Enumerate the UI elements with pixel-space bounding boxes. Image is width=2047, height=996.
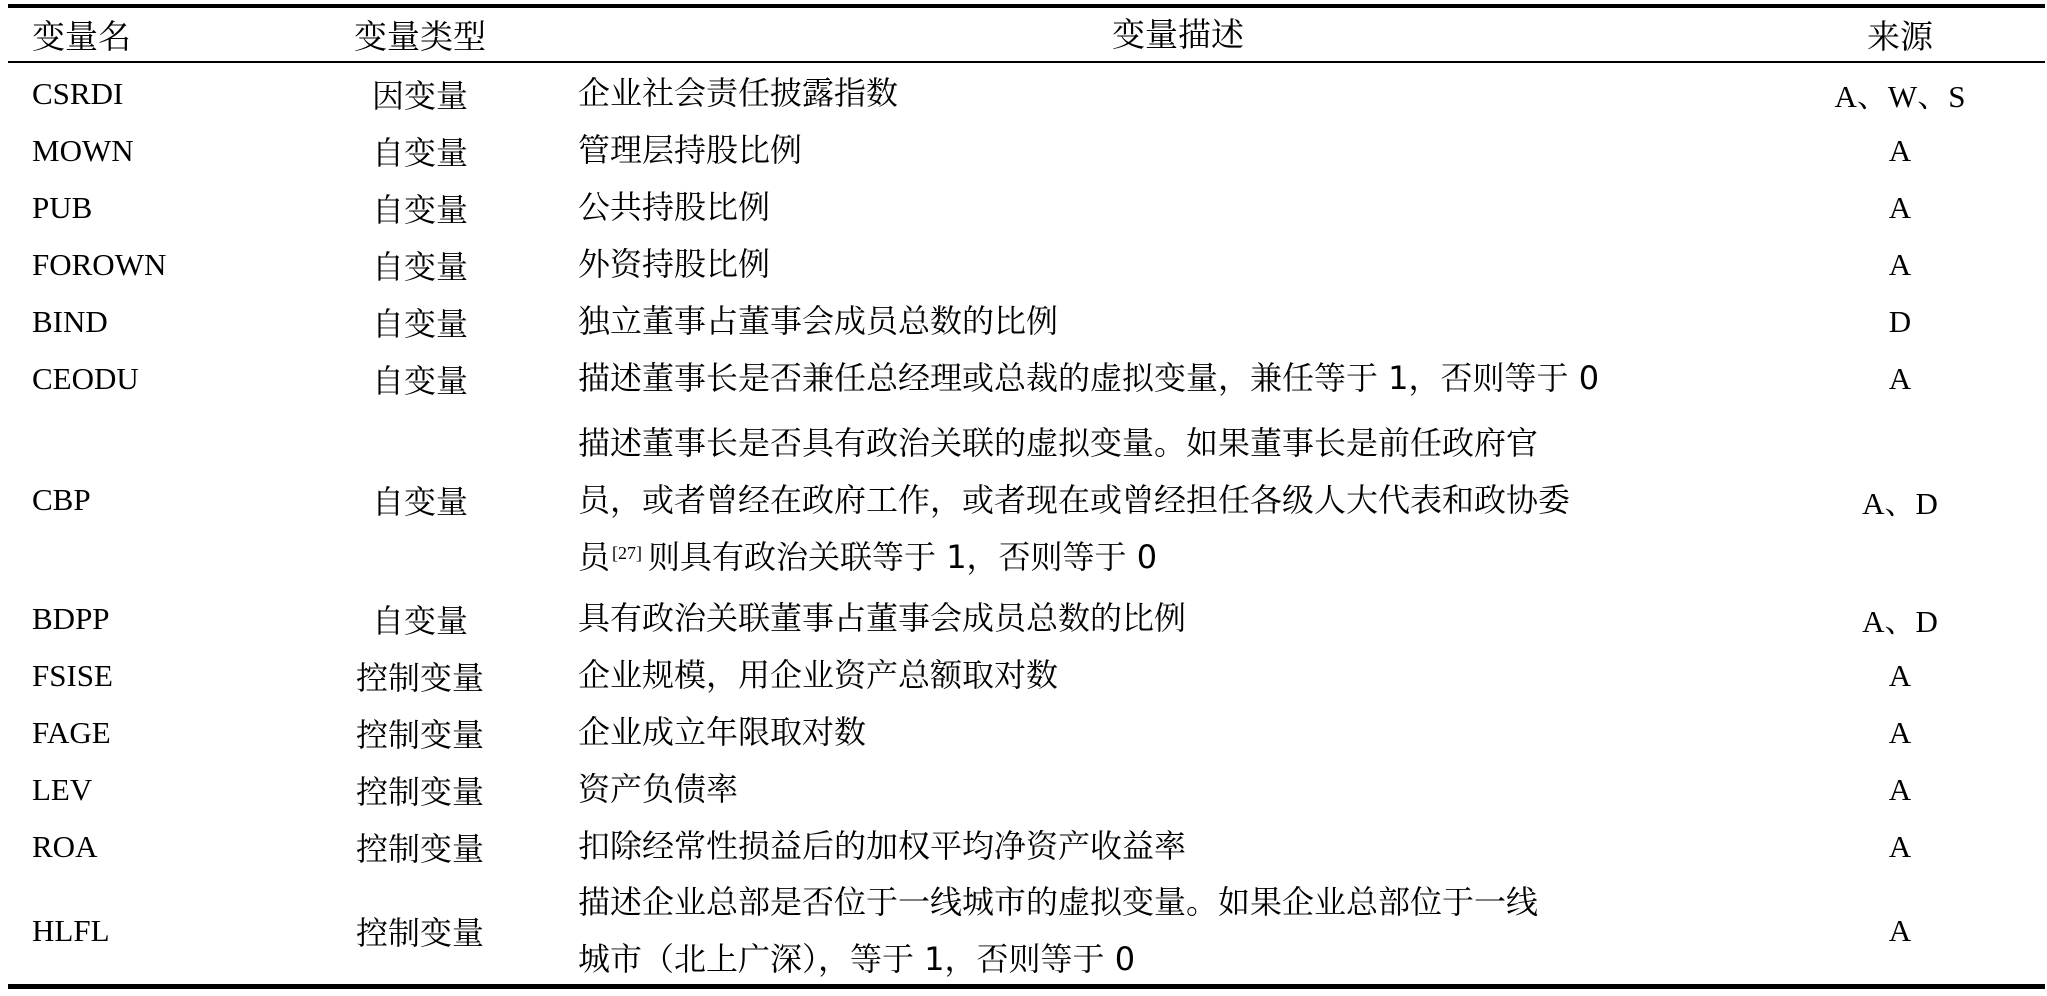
row-desc-line: 城市（北上广深），等于 1，否则等于 0 xyxy=(578,940,1136,978)
header-name: 变量名 xyxy=(32,17,131,56)
table-row xyxy=(0,818,2047,875)
row-source: A、D xyxy=(1862,604,1938,639)
row-source: A xyxy=(1888,771,1912,807)
table-row xyxy=(0,179,2047,236)
row-source: A xyxy=(1888,132,1912,168)
row-type: 自变量 xyxy=(371,361,468,400)
row-desc-line: 描述董事长是否具有政治关联的虚拟变量。如果董事长是前任政府官 xyxy=(578,423,1539,462)
row-name: LEV xyxy=(32,771,93,807)
row-type: 自变量 xyxy=(371,483,468,521)
row-desc-line: 员 xyxy=(578,537,611,576)
row-desc xyxy=(578,876,1778,986)
row-source: A xyxy=(1888,360,1912,396)
row-name: HLFL xyxy=(32,913,110,948)
row-desc: 管理层持股比例 xyxy=(578,131,803,169)
row-type: 因变量 xyxy=(371,76,468,115)
row-desc-line: 描述企业总部是否位于一线城市的虚拟变量。如果企业总部位于一线 xyxy=(578,883,1539,921)
row-desc: 外资持股比例 xyxy=(578,245,771,283)
table-row xyxy=(0,236,2047,293)
table-row xyxy=(0,761,2047,818)
row-type: 自变量 xyxy=(371,190,468,229)
row-name: PUB xyxy=(32,189,93,225)
row-source: D xyxy=(1888,303,1912,339)
table-row xyxy=(0,410,2047,590)
row-source: A xyxy=(1888,246,1912,282)
table-row xyxy=(0,293,2047,350)
row-source: A xyxy=(1888,189,1912,225)
row-type: 自变量 xyxy=(371,601,468,640)
table-header xyxy=(0,8,2047,61)
row-name: FOROWN xyxy=(32,246,167,282)
row-name: CEODU xyxy=(32,360,139,396)
citation-marker: [27] xyxy=(612,542,643,563)
header-source: 来源 xyxy=(1867,17,1933,56)
row-name: BDPP xyxy=(32,600,110,636)
bottom-rule xyxy=(8,984,2045,989)
table-row xyxy=(0,122,2047,179)
row-desc-line: 则具有政治关联等于 1，否则等于 0 xyxy=(648,537,1158,576)
table-row xyxy=(0,647,2047,704)
row-name: BIND xyxy=(32,303,108,339)
row-desc xyxy=(578,410,1778,590)
row-type: 自变量 xyxy=(371,133,468,172)
header-rule xyxy=(8,61,2045,63)
row-source: A xyxy=(1888,913,1912,948)
row-type: 自变量 xyxy=(371,304,468,343)
table-row xyxy=(0,704,2047,761)
row-name: FSISE xyxy=(32,657,113,693)
row-name: CSRDI xyxy=(32,75,124,111)
table-row xyxy=(0,350,2047,407)
row-desc-line: 员，或者曾经在政府工作，或者现在或曾经担任各级人大代表和政协委 xyxy=(578,480,1571,519)
row-source: A、D xyxy=(1862,485,1938,521)
row-desc: 公共持股比例 xyxy=(578,188,771,226)
row-type: 控制变量 xyxy=(355,772,484,811)
table-row xyxy=(0,876,2047,986)
row-type: 控制变量 xyxy=(355,829,484,868)
row-name: ROA xyxy=(32,828,98,864)
row-source: A xyxy=(1888,828,1912,864)
row-desc: 资产负债率 xyxy=(578,770,739,808)
row-name: FAGE xyxy=(32,714,111,750)
row-source: A xyxy=(1888,657,1912,693)
row-name: CBP xyxy=(32,482,91,517)
row-desc: 描述董事长是否兼任总经理或总裁的虚拟变量，兼任等于 1，否则等于 0 xyxy=(578,359,1600,397)
row-desc: 具有政治关联董事占董事会成员总数的比例 xyxy=(578,599,1187,637)
row-desc: 企业规模，用企业资产总额取对数 xyxy=(578,656,1059,694)
row-type: 控制变量 xyxy=(355,715,484,754)
row-desc: 扣除经常性损益后的加权平均净资产收益率 xyxy=(578,827,1187,865)
row-desc: 企业社会责任披露指数 xyxy=(578,74,899,112)
row-desc-line-with-citation xyxy=(578,529,1570,586)
row-type: 控制变量 xyxy=(355,658,484,697)
row-source: A xyxy=(1888,714,1912,750)
row-source: A、W、S xyxy=(1834,79,1966,114)
row-name: MOWN xyxy=(32,132,134,168)
row-desc: 独立董事占董事会成员总数的比例 xyxy=(578,302,1059,340)
row-type: 控制变量 xyxy=(355,914,484,952)
header-type: 变量类型 xyxy=(354,17,486,56)
table-row xyxy=(0,590,2047,647)
row-desc: 企业成立年限取对数 xyxy=(578,713,867,751)
table-row xyxy=(0,65,2047,122)
header-desc: 变量描述 xyxy=(1112,15,1244,54)
row-type: 自变量 xyxy=(371,247,468,286)
